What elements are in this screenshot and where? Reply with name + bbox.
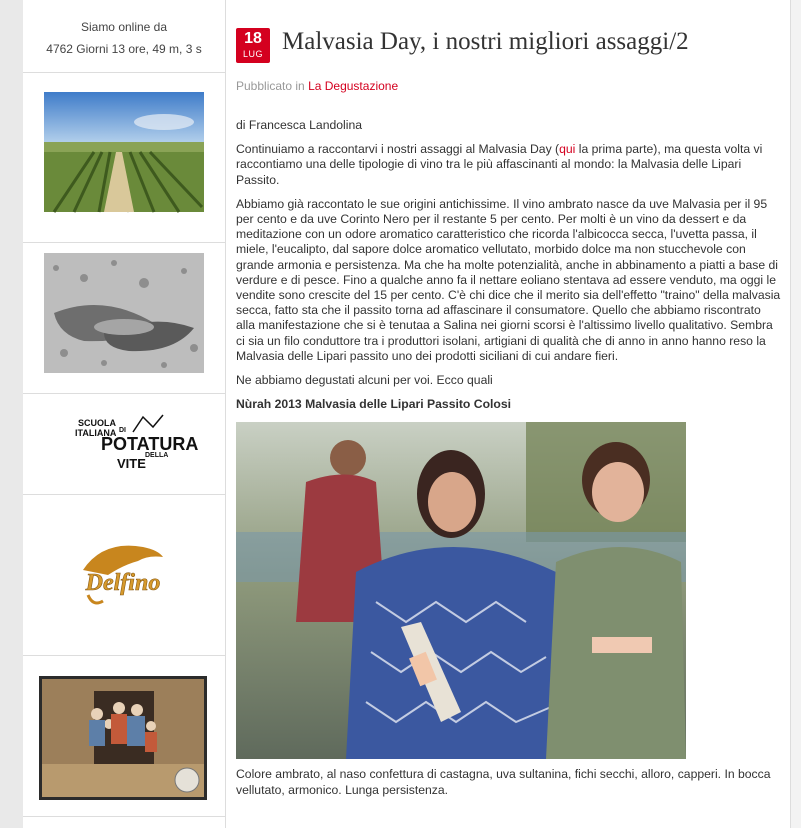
online-label: Siamo online da <box>80 20 168 34</box>
sidebar-banner-delfino[interactable] <box>23 495 225 656</box>
post-meta <box>236 79 398 93</box>
svg-text:DI: DI <box>119 427 126 434</box>
main-content <box>226 0 790 828</box>
paragraph-origins: Abbiamo già raccontato le sue origini antichissime. Il vino ambrato nasce da uve Malvasia per il 95 per cento e da uve Corinto Nero per il restante 5 per cento. Per molti è un vino da dessert e da meditazione con un odore aromatico caratteristico che ricorda l'albicocca secca, l'uvetta passa, il miele, l'eucalipto, dal sapore dolce aromatico vellutato, morbido dolce ma non stucchevole con grande armonia e persistenza. Ma che ha molte potenzialità, anche in abbinamento a piatti a base di verdure e di pesce. Fino a qualche anno fa il nettare eoliano stentava ad essere venduto, ma oggi le vendite sono crescite del 15 per cento. C'è chi dice che il merito sia dell'effetto "traino" della malvasia secca, fatto sta che il passito torna ad affascinare il consumatore. Quello che abbiamo riscontrato alla manifestazione che si è tenutaa a Salina nei giorni scorsi è l'altissimo livello qualitativo. Sembra ci sia un filo conduttore tra i produttori isolani, artigiani di qualità che di anno in anno hanno reso la Malvasia delle Lipari passito uno dei prodotti siciliani di cui andare fieri. <box>236 196 781 363</box>
svg-text:Delfino: Delfino <box>85 570 161 596</box>
online-counter-widget <box>23 0 225 73</box>
post-date-badge <box>236 28 270 63</box>
svg-text:ITALIANA: ITALIANA <box>75 428 117 438</box>
sidebar-banner-scuola-potatura[interactable] <box>23 394 225 495</box>
online-counter: 4762 Giorni 13 ore, 49 m, 3 s <box>46 42 202 56</box>
family-photo-icon[interactable] <box>39 676 207 800</box>
post-title[interactable]: Malvasia Day, i nostri migliori assaggi/2 <box>282 28 689 55</box>
sidebar-banner-family[interactable] <box>23 656 225 817</box>
post-date-day: 18 <box>244 30 262 47</box>
svg-text:POTATURA: POTATURA <box>101 434 199 454</box>
post-date-month: LUG <box>242 49 263 59</box>
paragraph-tasted: Ne abbiamo degustati alcuni per voi. Ecco quali <box>236 373 493 388</box>
sidebar-banner-vineyard[interactable] <box>23 73 225 243</box>
first-part-link[interactable]: qui <box>559 142 576 157</box>
right-scroll-edge <box>790 0 801 828</box>
wine-title: Nùrah 2013 Malvasia delle Lipari Passito Colosi <box>236 397 512 412</box>
svg-text:SCUOLA: SCUOLA <box>78 418 116 428</box>
svg-text:DELLA: DELLA <box>145 452 169 459</box>
paragraph-tasting-notes: Colore ambrato, al naso confettura di castagna, uva sultanina, fichi secchi, alloro, capperi. In bocca vellutato, armonico. Lunga persistenza. <box>236 767 771 797</box>
svg-text:VITE: VITE <box>117 456 146 471</box>
sidebar <box>23 0 226 828</box>
scuola-potatura-logo[interactable] <box>73 412 199 472</box>
category-link[interactable]: La Degustazione <box>308 79 399 93</box>
tasting-photo <box>236 422 686 759</box>
hands-soil-photo-icon[interactable] <box>44 253 204 373</box>
published-prefix: Pubblicato in <box>236 79 305 93</box>
tasting-photo-icon <box>236 422 686 759</box>
vineyard-photo-icon[interactable] <box>44 92 204 212</box>
paragraph-intro: Continuiamo a raccontarvi i nostri assaggi al Malvasia Day (qui la prima parte), ma questa volta vi raccontiamo una delle tipologie di vino tra le più affascinanti al mondo: la Malvasia delle Lipari Passito. <box>236 142 763 187</box>
author-line: di Francesca Landolina <box>236 118 363 132</box>
article-body <box>236 118 781 807</box>
delfino-logo[interactable] <box>63 535 183 615</box>
sidebar-banner-hands[interactable] <box>23 243 225 394</box>
